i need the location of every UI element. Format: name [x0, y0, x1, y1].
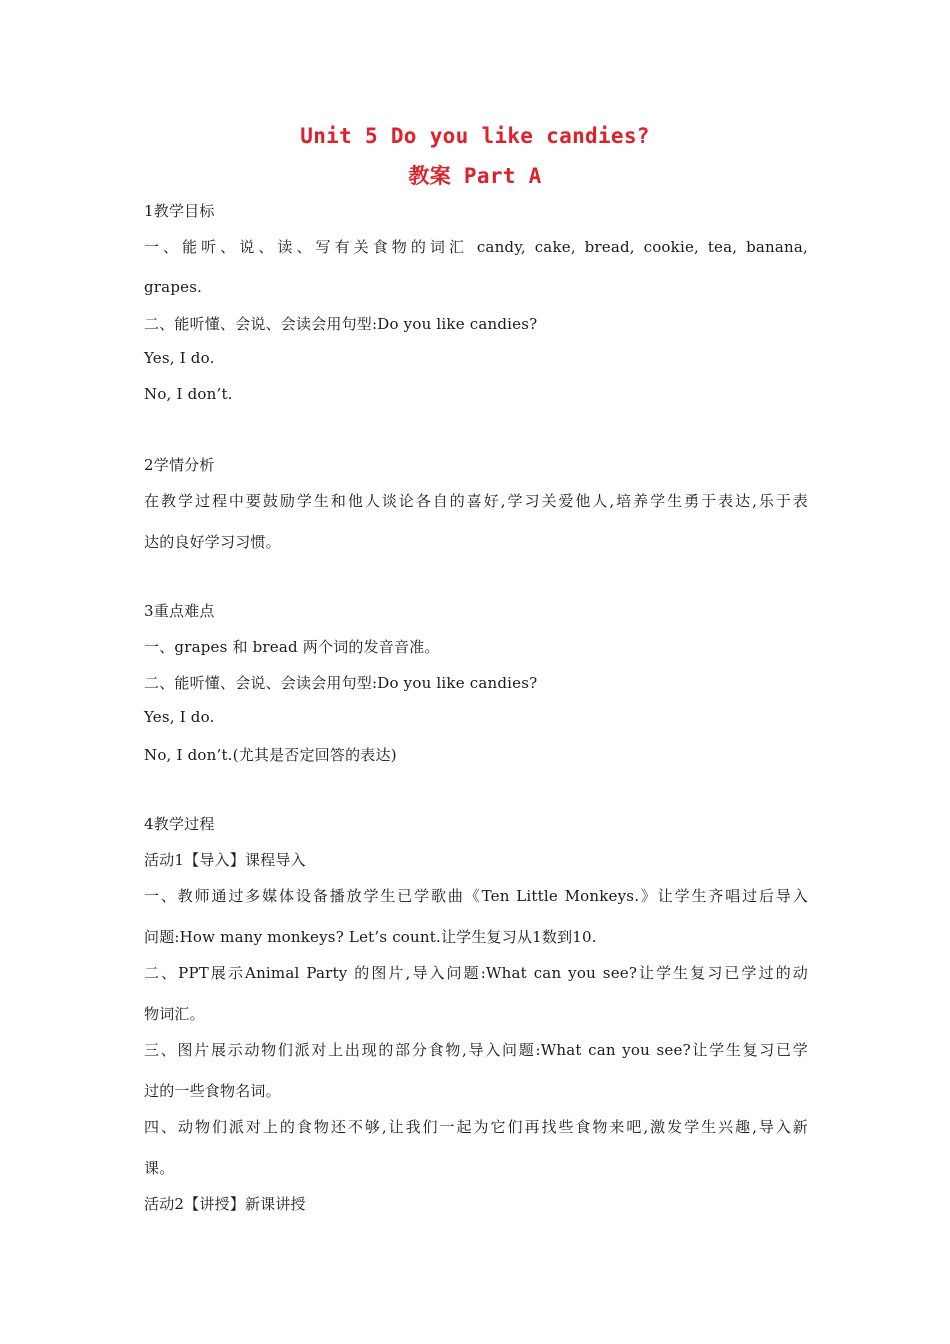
- paragraph-line: 一、grapes 和 bread 两个词的发音音准。: [144, 638, 440, 656]
- paragraph-line: 过的一些食物名词。: [144, 1082, 281, 1100]
- paragraph-line: 二、能听懂、会说、会读会用句型:Do you like candies?: [144, 674, 538, 692]
- activity-heading: 活动1【导入】课程导入: [144, 851, 306, 869]
- activity-heading: 活动2【讲授】新课讲授: [144, 1195, 306, 1213]
- section-heading-process: 4教学过程: [144, 815, 215, 833]
- paragraph-line: 达的良好学习习惯。: [144, 533, 281, 551]
- paragraph-line: 一、教师通过多媒体设备播放学生已学歌曲《Ten Little Monkeys.》让学生齐唱过后导入: [144, 887, 808, 905]
- section-heading-analysis: 2学情分析: [144, 456, 215, 474]
- paragraph-line: 在教学过程中要鼓励学生和他人谈论各自的喜好,学习关爱他人,培养学生勇于表达,乐于表: [144, 492, 808, 510]
- paragraph-line: 三、图片展示动物们派对上出现的部分食物,导入问题:What can you see?让学生复习已学: [144, 1041, 808, 1059]
- paragraph-line: grapes.: [144, 278, 203, 296]
- paragraph-line: 物词汇。: [144, 1005, 205, 1023]
- paragraph-line: Yes, I do.: [144, 349, 215, 367]
- section-heading-key-points: 3重点难点: [144, 602, 215, 620]
- paragraph-line: 四、动物们派对上的食物还不够,让我们一起为它们再找些食物来吧,激发学生兴趣,导入新: [144, 1118, 808, 1136]
- paragraph-line: 二、PPT展示Animal Party 的图片,导入问题:What can you see?让学生复习已学过的动: [144, 964, 808, 982]
- paragraph-line: 一、能听、说、读、写有关食物的词汇 candy, cake, bread, cookie, tea, banana,: [144, 238, 808, 256]
- paragraph-line: 二、能听懂、会说、会读会用句型:Do you like candies?: [144, 315, 538, 333]
- paragraph-line: No, I don’t.: [144, 385, 233, 403]
- document-title: Unit 5 Do you like candies?: [300, 124, 650, 148]
- paragraph-line: No, I don’t.(尤其是否定回答的表达): [144, 746, 397, 764]
- paragraph-line: 问题:How many monkeys? Let’s count.让学生复习从1数到10.: [144, 928, 597, 946]
- paragraph-line: Yes, I do.: [144, 708, 215, 726]
- paragraph-line: 课。: [144, 1159, 175, 1177]
- document-subtitle: 教案 Part A: [408, 164, 542, 188]
- section-heading-objectives: 1教学目标: [144, 202, 215, 220]
